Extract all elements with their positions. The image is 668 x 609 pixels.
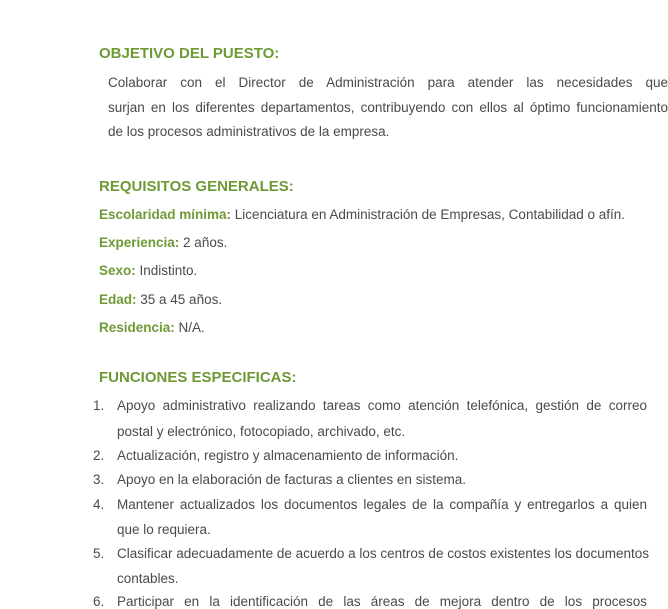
requisito-escolaridad [99, 207, 625, 222]
requisito-value: N/A. [174, 320, 205, 335]
requisito-edad [99, 292, 222, 307]
list-item-number: 3. [93, 472, 105, 487]
list-item-line: contables. [117, 571, 179, 586]
list-item-number: 2. [93, 448, 105, 463]
list-item-line: Mantener actualizados los documentos legales de la compañía y entregarlos a quien [117, 497, 647, 512]
requisito-value: 35 a 45 años. [136, 292, 223, 307]
requisito-label: Edad: [99, 292, 137, 307]
requisito-label: Experiencia: [99, 235, 180, 250]
requisito-label: Residencia: [99, 320, 175, 335]
requisito-label: Escolaridad mínima: [99, 207, 232, 222]
objetivo-heading: OBJETIVO DEL PUESTO: [99, 45, 280, 62]
list-item-line: Actualización, registro y almacenamiento de información. [117, 448, 459, 463]
objetivo-paragraph [108, 71, 668, 145]
requisito-experiencia [99, 235, 227, 250]
funciones-heading: FUNCIONES ESPECIFICAS: [99, 369, 297, 386]
list-item-number: 5. [93, 546, 105, 561]
list-item-line: Clasificar adecuadamente de acuerdo a los centros de costos existentes los documentos [117, 546, 650, 561]
list-item-line: que lo requiera. [117, 522, 211, 537]
requisito-value: Indistinto. [135, 263, 198, 278]
requisito-value: Licenciatura en Administración de Empresas, Contabilidad o afín. [231, 207, 626, 222]
objetivo-line: Colaborar con el Director de Administración para atender las necesidades que [108, 75, 668, 90]
list-item-line: Participar en la identificación de las áreas de mejora dentro de los procesos [117, 594, 647, 609]
list-item-number: 6. [93, 594, 105, 609]
objetivo-line: de los procesos administrativos de la empresa. [108, 124, 390, 139]
list-item-number: 4. [93, 497, 105, 512]
requisito-value: 2 años. [179, 235, 228, 250]
requisito-residencia [99, 320, 205, 335]
requisitos-heading: REQUISITOS GENERALES: [99, 178, 294, 195]
list-item-line: Apoyo en la elaboración de facturas a clientes en sistema. [117, 472, 466, 487]
list-item-line: postal y electrónico, fotocopiado, archivado, etc. [117, 424, 406, 439]
requisito-label: Sexo: [99, 263, 136, 278]
objetivo-line: surjan en los diferentes departamentos, contribuyendo con ellos al óptimo funcionamiento [108, 99, 668, 115]
list-item-line: Apoyo administrativo realizando tareas como atención telefónica, gestión de correo [117, 398, 647, 413]
list-item-number: 1. [93, 398, 105, 413]
requisito-sexo [99, 263, 197, 278]
